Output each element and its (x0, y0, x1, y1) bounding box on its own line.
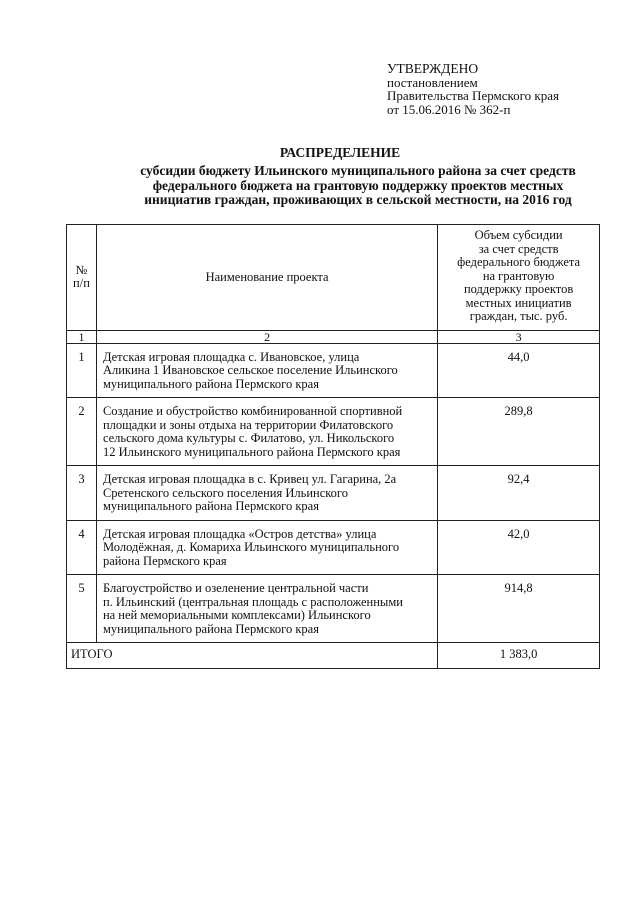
header-volume-line: Объем субсидии (474, 228, 563, 242)
subsidy-value: 914,8 (438, 575, 600, 643)
header-volume-line: граждан, тыс. руб. (469, 309, 568, 323)
project-name (96, 466, 437, 521)
project-name-line: на ней мемориальными комплексами) Ильинского (102, 608, 371, 622)
approval-line: от 15.06.2016 № 362-п (387, 101, 511, 117)
header-volume-line: на грантовую (482, 268, 555, 283)
project-name-line: Молодёжная, д. Комариха Ильинского муниципального (102, 540, 400, 554)
column-index: 2 (96, 330, 437, 343)
project-name-line: района Пермского края (102, 553, 227, 568)
header-number (67, 225, 97, 331)
project-name (96, 520, 437, 575)
total-label: ИТОГО (67, 643, 438, 669)
project-name-line: Сретенского сельского поселения Ильинского (102, 485, 348, 500)
project-name-line: муниципального района Пермского края (102, 499, 319, 513)
header-volume-line: местных инициатив (465, 295, 572, 310)
subsidy-value: 42,0 (438, 520, 600, 575)
header-volume-line: поддержку проектов (463, 282, 574, 296)
approval-line: постановлением (387, 74, 478, 90)
header-volume-line: за счет средств (478, 241, 559, 256)
table-row (67, 343, 600, 398)
project-name (96, 343, 437, 398)
project-name (96, 575, 437, 643)
row-number: 3 (67, 466, 97, 521)
header-volume-line: федерального бюджета (457, 255, 581, 269)
project-name (96, 398, 437, 466)
column-index: 3 (438, 330, 600, 343)
project-name-line: п. Ильинский (центральная площадь с расположенными (102, 594, 403, 609)
header-number-abbr: п/п (73, 276, 90, 291)
header-number-symbol: № (75, 262, 88, 277)
header-project-name: Наименование проекта (96, 225, 437, 331)
project-name-line: Создание и обустройство комбинированной спортивной (102, 404, 403, 418)
project-name-line: Благоустройство и озеленение центральной части (102, 581, 369, 595)
subsidy-value: 92,4 (438, 466, 600, 521)
subsidy-value: 44,0 (438, 343, 600, 398)
total-value: 1 383,0 (438, 643, 600, 669)
project-name-line: 12 Ильинского муниципального района Пермского края (102, 444, 401, 459)
project-name-line: Детская игровая площадка с. Ивановское, улица (102, 349, 360, 364)
project-name-line: Аликина 1 Ивановское сельское поселение Ильинского (102, 363, 398, 377)
row-number: 2 (67, 398, 97, 466)
table-row (67, 398, 600, 466)
subsidy-value: 289,8 (438, 398, 600, 466)
project-name-line: муниципального района Пермского края (102, 376, 319, 391)
distribution-table (66, 224, 600, 669)
header-subsidy-volume (438, 225, 600, 331)
approval-line: Правительства Пермского края (387, 88, 559, 103)
project-name-line: площадки и зоны отдыха на территории Филатовского (102, 417, 394, 432)
table-header-row (67, 225, 600, 331)
row-number: 5 (67, 575, 97, 643)
column-index: 1 (67, 330, 97, 343)
project-name-line: сельского дома культуры с. Филатово, ул. Никольского (102, 431, 395, 445)
approval-stamp (387, 62, 559, 116)
row-number: 4 (67, 520, 97, 575)
table-row (67, 520, 600, 575)
column-index-row (67, 330, 600, 343)
project-name-line: Детская игровая площадка «Остров детства» улица (102, 526, 377, 541)
approval-heading: УТВЕРЖДЕНО (387, 61, 479, 76)
table-row (67, 466, 600, 521)
subtitle-line: федерального бюджета на грантовую поддержку проектов местных (152, 177, 564, 193)
document-subtitle (88, 164, 628, 208)
table-row (67, 575, 600, 643)
row-number: 1 (67, 343, 97, 398)
project-name-line: Детская игровая площадка в с. Кривец ул. Гагарина, 2а (102, 472, 397, 486)
subtitle-line: инициатив граждан, проживающих в сельской местности, на 2016 год (144, 192, 572, 207)
subtitle-line: субсидии бюджету Ильинского муниципального района за счет средств (140, 163, 576, 178)
project-name-line: муниципального района Пермского края (102, 621, 319, 636)
total-row (67, 643, 600, 669)
document-title: РАСПРЕДЕЛЕНИЕ (279, 145, 401, 160)
